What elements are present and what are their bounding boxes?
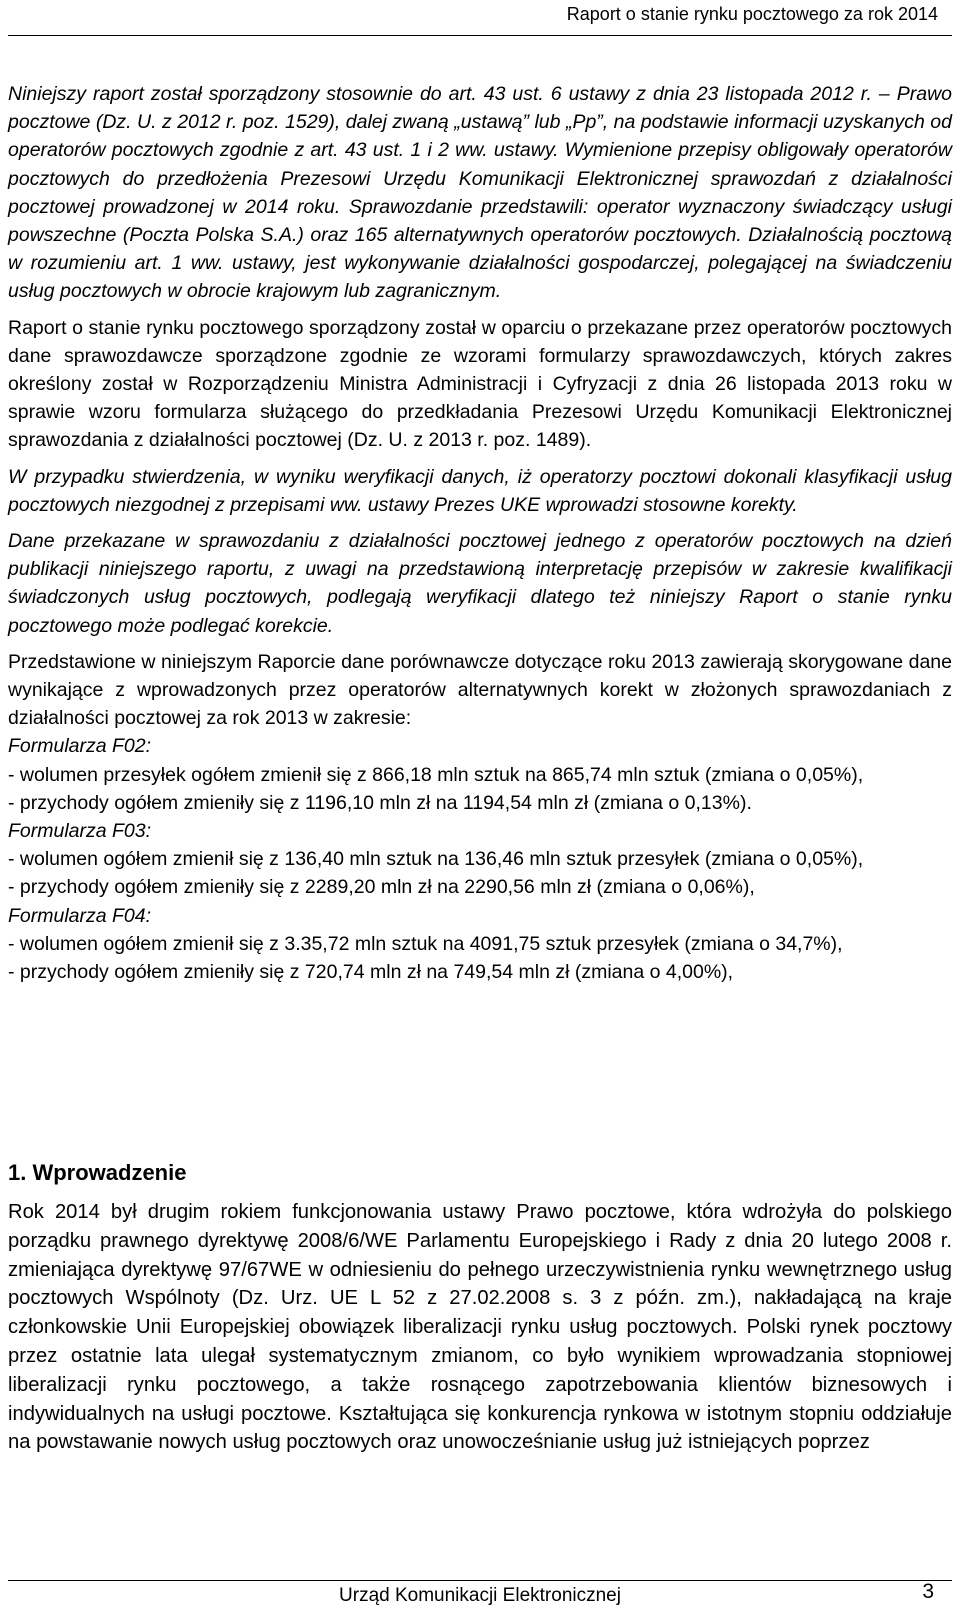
section-body [8, 1198, 952, 1457]
paragraph-correction-note: Dane przekazane w sprawozdaniu z działalności pocztowej jednego z operatorów pocztowych na dzień publikacji niniejszego raportu, z uwagi na przedstawioną interpretację przepisów w zakresie kwalifikacji świadczonych usług pocztowych, podlegają weryfikacji dlatego też niniejszy Raport o stanie rynku pocztowego może podlegać korekcie. [8, 530, 952, 637]
paragraph-data-source: Raport o stanie rynku pocztowego sporządzony został w oparciu o przekazane przez operatorów pocztowych dane sprawozdawcze sporządzone zgodnie ze wzorami formularzy sprawozdawczych, których zakres określony został w Rozporządzeniu Ministra Administracji i Cyfryzacji z dnia 26 listopada 2013 roku w sprawie wzoru formularza służącego do przedkładania Prezesowi Urzędu Komunikacji Elektronicznej sprawozdania z działalności pocztowej (Dz. U. z 2013 r. poz. 1489). [8, 316, 952, 452]
paragraph-verification: W przypadku stwierdzenia, w wyniku weryfikacji danych, iż operatorzy pocztowi dokonali klasyfikacji usług pocztowych niezgodnej z przepisami ww. ustawy Prezes UKE wprowadzi stosowne korekty. [8, 465, 952, 516]
form-label-f04: Formularza F04: [8, 904, 152, 927]
footer-text: Urząd Komunikacji Elektronicznej [339, 1585, 621, 1606]
section-heading: 1. Wprowadzenie [8, 1160, 187, 1185]
form-label-f02: Formularza F02: [8, 735, 152, 758]
form-label-f03: Formularza F03: [8, 820, 152, 843]
correction-item: - przychody ogółem zmieniły się z 720,74 mln zł na 749,54 mln zł (zmiana o 4,00%), [8, 961, 734, 984]
page-number: 3 [922, 1580, 934, 1603]
document-body [8, 80, 952, 986]
correction-item: - wolumen ogółem zmienił się z 3.35,72 mln sztuk na 4091,75 sztuk przesyłek (zmiana o 34,7%), [8, 932, 843, 955]
paragraph-comparative-data: Przedstawione w niniejszym Raporcie dane porównawcze dotyczące roku 2013 zawierają skorygowane dane wynikające z wprowadzonych przez operatorów alternatywnych korekt w złożonych sprawozdaniach z działalności pocztowej za rok 2013 w zakresie: [8, 650, 952, 730]
header-rule [8, 35, 952, 36]
paragraph-legal-basis: Niniejszy raport został sporządzony stosownie do art. 43 ust. 6 ustawy z dnia 23 listopada 2012 r. – Prawo pocztowe (Dz. U. z 2012 r. poz. 1529), dalej zwaną „ustawą” lub „Pp”, na podstawie informacji uzyskanych od operatorów pocztowych zgodnie z art. 43 ust. 1 i 2 ww. ustawy. Wymienione przepisy obligowały operatorów pocztowych do przedłożenia Prezesowi Urzędu Komunikacji Elektronicznej sprawozdań z działalności pocztowej prowadzonej w 2014 roku. Sprawozdanie przedstawili: operator wyznaczony świadczący usługi powszechne (Poczta Polska S.A.) oraz 165 alternatywnych operatorów pocztowych. Działalnością pocztową w rozumieniu art. 1 ww. ustawy, jest wykonywanie działalności gospodarczej, polegającej na świadczeniu usług pocztowych w obrocie krajowym lub zagranicznym. [8, 83, 952, 303]
correction-item: - przychody ogółem zmieniły się z 1196,10 mln zł na 1194,54 mln zł (zmiana o 0,13%). [8, 791, 752, 814]
correction-item: - przychody ogółem zmieniły się z 2289,20 mln zł na 2290,56 mln zł (zmiana o 0,06%), [8, 876, 755, 899]
correction-item: - wolumen przesyłek ogółem zmienił się z 866,18 mln sztuk na 865,74 mln sztuk (zmiana o 0,05%), [8, 763, 864, 786]
footer-rule [8, 1580, 952, 1581]
correction-item: - wolumen ogółem zmienił się z 136,40 mln sztuk na 136,46 mln sztuk przesyłek (zmiana o 0,05%), [8, 848, 864, 871]
running-header: Raport o stanie rynku pocztowego za rok 2014 [566, 4, 938, 24]
section-paragraph: Rok 2014 był drugim rokiem funkcjonowania ustawy Prawo pocztowe, która wdrożyła do polskiego porządku prawnego dyrektywę 2008/6/WE Parlamentu Europejskiego i Rady z dnia 20 lutego 2008 r. zmieniająca dyrektywę 97/67WE w odniesieniu do pełnego urzeczywistnienia rynku wewnętrznego usług pocztowych Wspólnoty (Dz. Urz. UE L 52 z 27.02.2008 s. 3 z późn. zm.), nakładającą na kraje członkowskie Unii Europejskiej obowiązek liberalizacji rynku usług pocztowych. Polski rynek pocztowy przez ostatnie lata ulegał systematycznym zmianom, co było wynikiem wprowadzania stopniowej liberalizacji rynku pocztowego, a także rosnącego zapotrzebowania klientów biznesowych i indywidualnych na usługi pocztowe. Kształtująca się konkurencja rynkowa w istotnym stopniu oddziałuje na powstawanie nowych usług pocztowych oraz unowocześnianie usług już istniejących poprzez [8, 1201, 952, 1454]
